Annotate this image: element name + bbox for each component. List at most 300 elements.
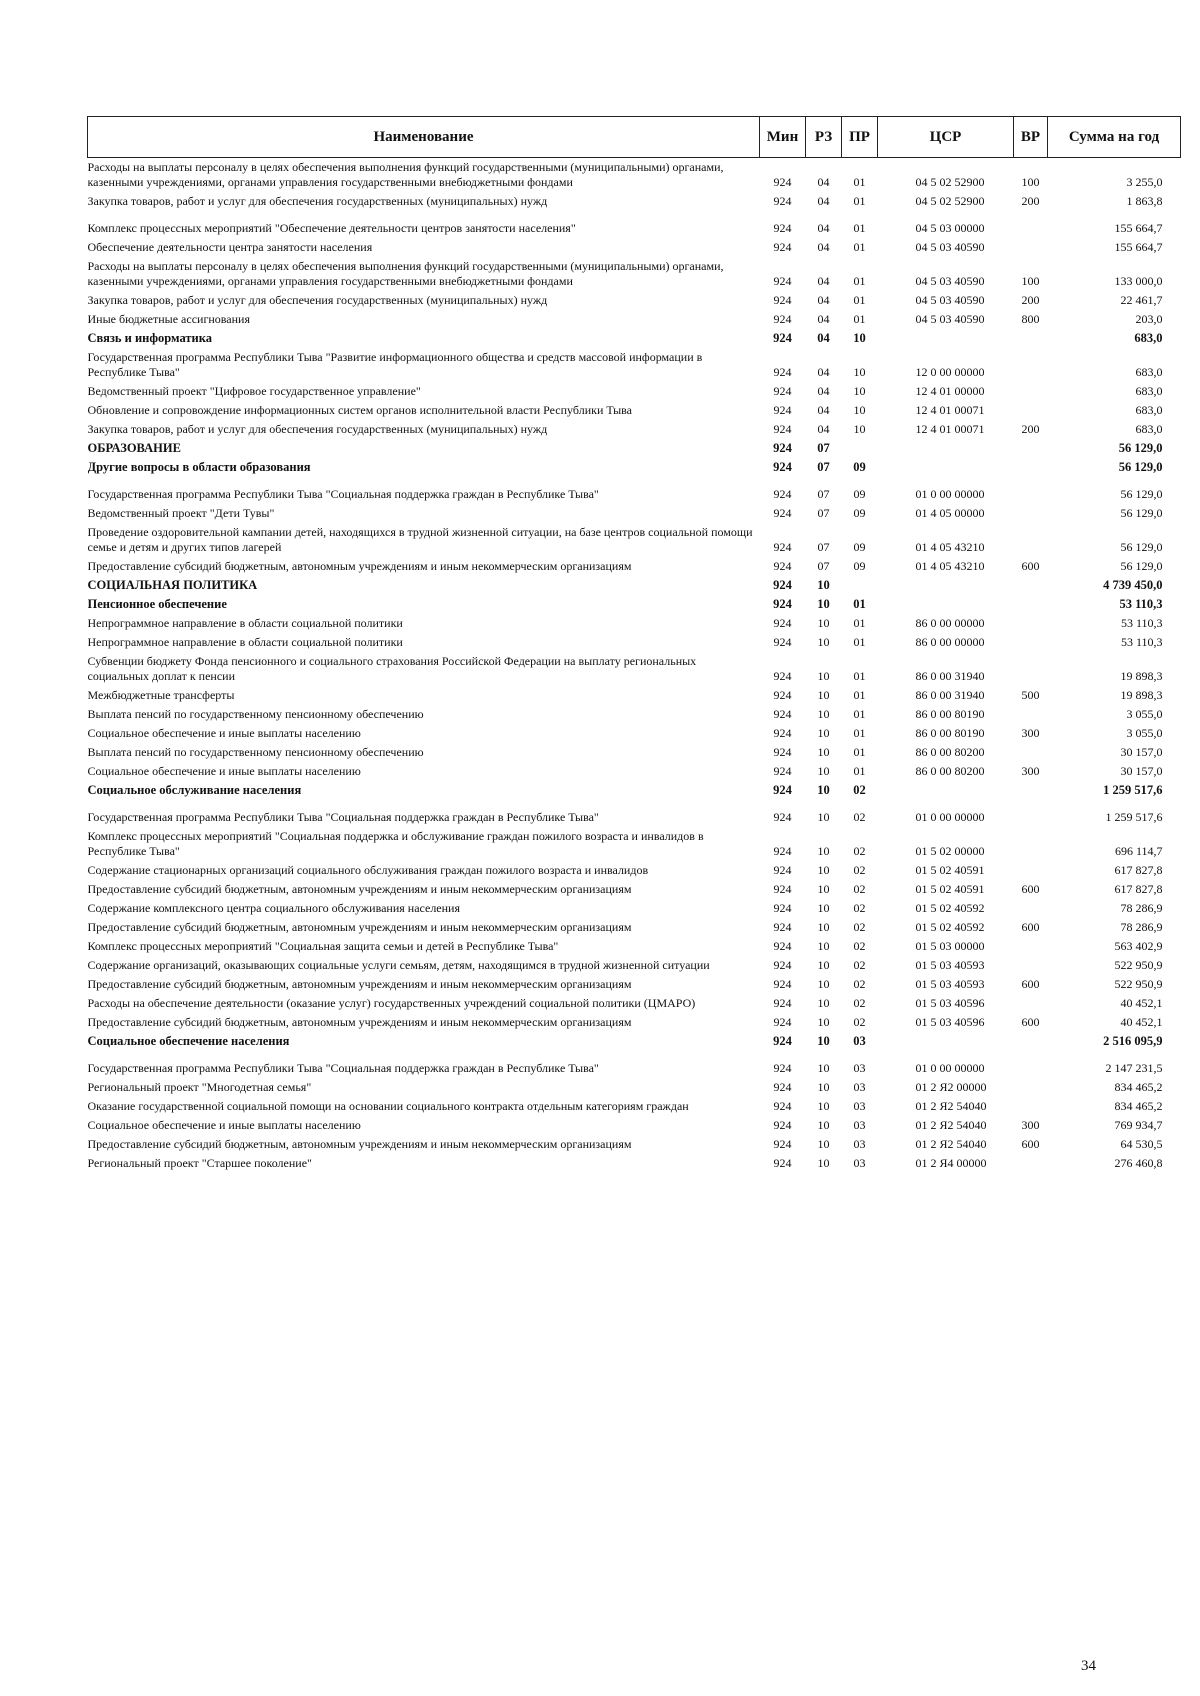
cell-min: 924 — [773, 1137, 792, 1151]
cell-rz: 10 — [817, 977, 830, 991]
cell-rz: 10 — [817, 996, 830, 1010]
cell-name: СОЦИАЛЬНАЯ ПОЛИТИКА — [87, 578, 258, 592]
cell-vr — [1014, 937, 1048, 956]
cell-pr: 01 — [853, 616, 866, 630]
cell-rz: 10 — [817, 901, 830, 915]
cell-vr — [1014, 861, 1048, 880]
cell-min: 924 — [773, 1156, 792, 1170]
cell-pr: 02 — [853, 996, 866, 1010]
table-row — [88, 614, 1181, 633]
cell-name: Предоставление субсидий бюджетным, автономным учреждениям и иным некоммерческим организациям — [87, 1015, 632, 1029]
cell-vr — [1014, 994, 1048, 1013]
budget-table — [87, 116, 1181, 1173]
table-row — [88, 633, 1181, 652]
cell-csr: 86 0 00 80190 — [915, 726, 985, 740]
cell-csr: 01 5 02 40591 — [915, 882, 985, 896]
cell-csr: 01 0 00 00000 — [915, 1061, 985, 1075]
cell-name: Социальное обеспечение и иные выплаты населению — [87, 1118, 361, 1132]
cell-name: Социальное обслуживание населения — [87, 783, 302, 797]
cell-csr — [878, 458, 1014, 477]
cell-csr: 01 5 02 40591 — [915, 863, 985, 877]
cell-rz: 04 — [817, 365, 830, 379]
cell-min: 924 — [773, 240, 792, 254]
cell-sum: 276 460,8 — [1114, 1156, 1163, 1170]
table-row — [88, 291, 1181, 310]
cell-min: 924 — [773, 441, 792, 455]
cell-name: Выплата пенсий по государственному пенсионному обеспечению — [87, 707, 424, 721]
cell-rz: 10 — [817, 810, 830, 824]
cell-rz: 07 — [817, 559, 830, 573]
cell-vr: 500 — [1021, 688, 1040, 702]
cell-name: Пенсионное обеспечение — [87, 597, 227, 611]
cell-sum: 22 461,7 — [1120, 293, 1163, 307]
cell-csr: 04 5 03 40590 — [915, 293, 985, 307]
cell-sum: 522 950,9 — [1114, 977, 1163, 991]
cell-rz: 07 — [817, 441, 830, 455]
cell-csr: 01 4 05 00000 — [915, 506, 985, 520]
cell-pr: 02 — [853, 977, 866, 991]
cell-sum: 56 129,0 — [1118, 460, 1163, 474]
cell-min: 924 — [773, 1034, 792, 1048]
cell-sum: 30 157,0 — [1120, 745, 1163, 759]
cell-name: Содержание комплексного центра социального обслуживания населения — [87, 901, 460, 915]
cell-name: Ведомственный проект "Цифровое государственное управление" — [87, 384, 421, 398]
cell-pr: 02 — [853, 783, 866, 797]
table-row — [88, 1097, 1181, 1116]
cell-rz: 10 — [817, 688, 830, 702]
cell-min: 924 — [773, 221, 792, 235]
cell-name: Предоставление субсидий бюджетным, автономным учреждениям и иным некоммерческим организациям — [87, 882, 632, 896]
cell-rz: 10 — [817, 635, 830, 649]
cell-min: 924 — [773, 996, 792, 1010]
cell-sum: 53 110,3 — [1119, 597, 1163, 611]
cell-sum: 64 530,5 — [1120, 1137, 1163, 1151]
cell-pr — [842, 439, 878, 458]
cell-vr: 200 — [1021, 293, 1040, 307]
cell-csr: 12 4 01 00071 — [915, 422, 985, 436]
table-row — [88, 401, 1181, 420]
cell-vr — [1014, 211, 1048, 238]
cell-csr: 04 5 03 00000 — [915, 221, 985, 235]
cell-sum: 617 827,8 — [1114, 863, 1163, 877]
cell-rz: 04 — [817, 403, 830, 417]
cell-min: 924 — [773, 578, 792, 592]
cell-min: 924 — [773, 977, 792, 991]
cell-rz: 10 — [817, 669, 830, 683]
cell-sum: 203,0 — [1135, 312, 1163, 326]
cell-pr: 01 — [853, 707, 866, 721]
table-row — [88, 743, 1181, 762]
cell-sum: 683,0 — [1135, 365, 1163, 379]
cell-min: 924 — [773, 1061, 792, 1075]
cell-vr — [1014, 1032, 1048, 1051]
table-row — [88, 504, 1181, 523]
cell-rz: 07 — [817, 487, 830, 501]
cell-pr: 10 — [853, 384, 866, 398]
cell-vr — [1014, 382, 1048, 401]
cell-csr — [878, 576, 1014, 595]
table-row — [88, 192, 1181, 211]
cell-rz: 10 — [817, 707, 830, 721]
cell-vr — [1014, 899, 1048, 918]
cell-csr: 01 5 03 00000 — [915, 939, 985, 953]
cell-pr: 01 — [853, 274, 866, 288]
table-row — [88, 477, 1181, 504]
cell-vr — [1014, 705, 1048, 724]
header-csr: ЦСР — [878, 117, 1014, 158]
cell-name: Предоставление субсидий бюджетным, автономным учреждениям и иным некоммерческим организациям — [87, 1137, 632, 1151]
cell-min: 924 — [773, 939, 792, 953]
table-row — [88, 439, 1181, 458]
cell-vr — [1014, 800, 1048, 827]
cell-min: 924 — [773, 844, 792, 858]
cell-sum: 155 664,7 — [1114, 240, 1163, 254]
cell-vr — [1014, 348, 1048, 382]
cell-rz: 10 — [817, 783, 830, 797]
cell-pr: 02 — [853, 863, 866, 877]
table-row — [88, 705, 1181, 724]
cell-sum: 19 898,3 — [1120, 669, 1163, 683]
cell-name: Обеспечение деятельности центра занятости населения — [87, 240, 373, 254]
cell-vr — [1014, 743, 1048, 762]
cell-sum: 617 827,8 — [1114, 882, 1163, 896]
header-vr: ВР — [1014, 117, 1048, 158]
cell-sum: 834 465,2 — [1114, 1080, 1163, 1094]
table-row — [88, 762, 1181, 781]
cell-csr — [878, 595, 1014, 614]
cell-vr — [1014, 238, 1048, 257]
cell-vr: 200 — [1021, 194, 1040, 208]
cell-name: Расходы на обеспечение деятельности (оказание услуг) государственных учреждений социальной политики (ЦМАРО) — [87, 996, 696, 1010]
cell-vr — [1014, 523, 1048, 557]
cell-vr — [1014, 1097, 1048, 1116]
table-row — [88, 158, 1181, 193]
cell-min: 924 — [773, 194, 792, 208]
cell-csr: 01 2 Я4 00000 — [915, 1156, 987, 1170]
table-row — [88, 937, 1181, 956]
cell-vr — [1014, 827, 1048, 861]
table-row — [88, 724, 1181, 743]
table-row — [88, 595, 1181, 614]
cell-min: 924 — [773, 597, 792, 611]
cell-csr: 01 4 05 43210 — [915, 559, 985, 573]
table-row — [88, 956, 1181, 975]
page-number: 34 — [1081, 1658, 1096, 1674]
cell-sum: 683,0 — [1135, 384, 1163, 398]
cell-min: 924 — [773, 863, 792, 877]
cell-pr: 01 — [853, 764, 866, 778]
cell-name: Комплекс процессных мероприятий "Социальная защита семьи и детей в Республике Тыва" — [87, 939, 559, 953]
cell-min: 924 — [773, 1118, 792, 1132]
cell-min: 924 — [773, 384, 792, 398]
header-pr: ПР — [842, 117, 878, 158]
cell-rz: 04 — [817, 331, 830, 345]
cell-csr: 86 0 00 80190 — [915, 707, 985, 721]
cell-pr: 03 — [853, 1061, 866, 1075]
cell-min: 924 — [773, 726, 792, 740]
cell-name: Расходы на выплаты персоналу в целях обеспечения выполнения функций государственными (муниципальными) органами, казенными учреждениями, органами управления государственными внебюджетными фондами — [87, 160, 724, 189]
cell-csr: 12 4 01 00000 — [915, 384, 985, 398]
cell-csr: 86 0 00 00000 — [915, 616, 985, 630]
cell-csr: 12 0 00 00000 — [915, 365, 985, 379]
cell-pr: 02 — [853, 958, 866, 972]
cell-sum: 19 898,3 — [1120, 688, 1163, 702]
cell-csr: 86 0 00 00000 — [915, 635, 985, 649]
cell-sum: 696 114,7 — [1114, 844, 1163, 858]
cell-min: 924 — [773, 669, 792, 683]
cell-vr: 600 — [1021, 1015, 1040, 1029]
cell-pr: 01 — [853, 175, 866, 189]
table-row — [88, 348, 1181, 382]
cell-min: 924 — [773, 403, 792, 417]
table-row — [88, 899, 1181, 918]
cell-min: 924 — [773, 810, 792, 824]
cell-pr: 01 — [853, 221, 866, 235]
cell-pr: 03 — [853, 1034, 866, 1048]
cell-min: 924 — [773, 1015, 792, 1029]
cell-name: Закупка товаров, работ и услуг для обеспечения государственных (муниципальных) нужд — [87, 293, 548, 307]
table-body — [88, 158, 1181, 1174]
cell-csr: 01 5 02 40592 — [915, 920, 985, 934]
cell-pr: 01 — [853, 293, 866, 307]
table-row — [88, 827, 1181, 861]
cell-sum: 3 055,0 — [1126, 707, 1163, 721]
cell-pr: 09 — [853, 487, 866, 501]
cell-vr: 200 — [1021, 422, 1040, 436]
cell-rz: 10 — [817, 863, 830, 877]
cell-vr — [1014, 401, 1048, 420]
cell-min: 924 — [773, 274, 792, 288]
cell-name: Социальное обеспечение и иные выплаты населению — [87, 726, 361, 740]
cell-min: 924 — [773, 616, 792, 630]
table-row — [88, 1013, 1181, 1032]
cell-name: Государственная программа Республики Тыва "Развитие информационного общества и средств массовой информации в Республике Тыва" — [87, 350, 703, 379]
cell-csr: 04 5 02 52900 — [915, 194, 985, 208]
table-row — [88, 975, 1181, 994]
cell-pr: 10 — [853, 365, 866, 379]
cell-pr: 02 — [853, 844, 866, 858]
cell-name: Региональный проект "Многодетная семья" — [87, 1080, 312, 1094]
cell-min: 924 — [773, 460, 792, 474]
cell-pr: 02 — [853, 920, 866, 934]
cell-min: 924 — [773, 901, 792, 915]
cell-vr — [1014, 652, 1048, 686]
cell-pr: 09 — [853, 559, 866, 573]
cell-pr: 01 — [853, 635, 866, 649]
cell-vr: 600 — [1021, 920, 1040, 934]
cell-name: Содержание стационарных организаций социального обслуживания граждан пожилого возраста и инвалидов — [87, 863, 649, 877]
table-row — [88, 1078, 1181, 1097]
cell-vr — [1014, 1051, 1048, 1078]
cell-rz: 10 — [817, 920, 830, 934]
cell-min: 924 — [773, 688, 792, 702]
cell-pr: 02 — [853, 882, 866, 896]
cell-csr: 01 5 03 40596 — [915, 1015, 985, 1029]
cell-sum: 683,0 — [1134, 331, 1163, 345]
cell-min: 924 — [773, 506, 792, 520]
cell-rz: 04 — [817, 194, 830, 208]
table-row — [88, 800, 1181, 827]
cell-min: 924 — [773, 745, 792, 759]
cell-rz: 10 — [817, 939, 830, 953]
cell-rz: 07 — [817, 540, 830, 554]
cell-vr: 800 — [1021, 312, 1040, 326]
cell-name: Государственная программа Республики Тыва "Социальная поддержка граждан в Республике Тыва" — [87, 487, 599, 501]
cell-csr: 01 5 03 40593 — [915, 958, 985, 972]
table-row — [88, 1154, 1181, 1173]
table-row — [88, 523, 1181, 557]
cell-name: Комплекс процессных мероприятий "Обеспечение деятельности центров занятости населения" — [87, 221, 576, 235]
cell-sum: 2 147 231,5 — [1105, 1061, 1163, 1075]
cell-rz: 10 — [817, 764, 830, 778]
cell-vr — [1014, 633, 1048, 652]
cell-rz: 07 — [817, 506, 830, 520]
cell-csr: 86 0 00 31940 — [915, 688, 985, 702]
cell-sum: 56 129,0 — [1120, 540, 1163, 554]
cell-vr — [1014, 576, 1048, 595]
cell-vr: 600 — [1021, 882, 1040, 896]
cell-name: Выплата пенсий по государственному пенсионному обеспечению — [87, 745, 424, 759]
table-row — [88, 458, 1181, 477]
cell-pr: 01 — [853, 669, 866, 683]
cell-name: Социальное обеспечение и иные выплаты населению — [87, 764, 361, 778]
cell-pr: 02 — [853, 1015, 866, 1029]
cell-rz: 10 — [817, 1099, 830, 1113]
cell-sum: 683,0 — [1135, 403, 1163, 417]
cell-rz: 10 — [817, 882, 830, 896]
cell-vr: 300 — [1021, 726, 1040, 740]
cell-name: Социальное обеспечение населения — [87, 1034, 290, 1048]
cell-pr: 01 — [853, 688, 866, 702]
cell-min: 924 — [773, 559, 792, 573]
cell-sum: 2 516 095,9 — [1103, 1034, 1163, 1048]
cell-csr: 04 5 03 40590 — [915, 274, 985, 288]
cell-min: 924 — [773, 920, 792, 934]
cell-name: Закупка товаров, работ и услуг для обеспечения государственных (муниципальных) нужд — [87, 194, 548, 208]
cell-sum: 53 110,3 — [1120, 635, 1163, 649]
cell-name: Обновление и сопровождение информационных систем органов исполнительной власти Республики Тыва — [87, 403, 632, 417]
table-row — [88, 1051, 1181, 1078]
cell-min: 924 — [773, 487, 792, 501]
cell-sum: 834 465,2 — [1114, 1099, 1163, 1113]
header-name: Наименование — [88, 117, 760, 158]
cell-pr: 03 — [853, 1156, 866, 1170]
table-row — [88, 686, 1181, 705]
cell-sum: 30 157,0 — [1120, 764, 1163, 778]
cell-pr: 03 — [853, 1099, 866, 1113]
cell-sum: 683,0 — [1135, 422, 1163, 436]
cell-pr: 02 — [853, 810, 866, 824]
cell-name: Содержание организаций, оказывающих социальные услуги семьям, детям, находящимся в трудной жизненной ситуации — [87, 958, 710, 972]
cell-csr: 01 0 00 00000 — [915, 487, 985, 501]
cell-csr: 86 0 00 80200 — [915, 764, 985, 778]
cell-rz: 04 — [817, 293, 830, 307]
cell-sum: 1 259 517,6 — [1103, 783, 1163, 797]
cell-vr: 100 — [1021, 274, 1040, 288]
cell-vr: 300 — [1021, 1118, 1040, 1132]
cell-rz: 04 — [817, 312, 830, 326]
cell-min: 924 — [773, 540, 792, 554]
cell-rz: 04 — [817, 384, 830, 398]
cell-pr: 01 — [853, 726, 866, 740]
table-row — [88, 557, 1181, 576]
cell-pr: 03 — [853, 1118, 866, 1132]
cell-min: 924 — [773, 764, 792, 778]
cell-sum: 155 664,7 — [1114, 221, 1163, 235]
cell-vr — [1014, 504, 1048, 523]
cell-rz: 04 — [817, 240, 830, 254]
cell-sum: 563 402,9 — [1114, 939, 1163, 953]
cell-name: Предоставление субсидий бюджетным, автономным учреждениям и иным некоммерческим организациям — [87, 559, 632, 573]
cell-rz: 10 — [817, 1034, 830, 1048]
cell-csr: 01 5 03 40596 — [915, 996, 985, 1010]
cell-pr: 02 — [853, 901, 866, 915]
table-row — [88, 880, 1181, 899]
cell-min: 924 — [773, 331, 792, 345]
cell-rz: 10 — [817, 1137, 830, 1151]
cell-vr — [1014, 477, 1048, 504]
cell-rz: 04 — [817, 274, 830, 288]
cell-csr: 01 5 02 00000 — [915, 844, 985, 858]
cell-rz: 10 — [817, 1015, 830, 1029]
cell-sum: 40 452,1 — [1120, 1015, 1163, 1029]
cell-vr — [1014, 595, 1048, 614]
cell-sum: 56 129,0 — [1120, 559, 1163, 573]
cell-rz: 10 — [817, 844, 830, 858]
cell-name: Связь и информатика — [87, 331, 212, 345]
cell-csr: 01 5 03 40593 — [915, 977, 985, 991]
cell-csr — [878, 781, 1014, 800]
cell-vr: 300 — [1021, 764, 1040, 778]
cell-csr: 01 5 02 40592 — [915, 901, 985, 915]
cell-vr — [1014, 956, 1048, 975]
cell-name: Другие вопросы в области образования — [87, 460, 311, 474]
table-row — [88, 1032, 1181, 1051]
table-row — [88, 576, 1181, 595]
cell-pr: 09 — [853, 506, 866, 520]
cell-name: Региональный проект "Старшее поколение" — [87, 1156, 312, 1170]
cell-csr: 04 5 03 40590 — [915, 240, 985, 254]
table-row — [88, 652, 1181, 686]
cell-min: 924 — [773, 293, 792, 307]
cell-csr: 01 2 Я2 54040 — [915, 1137, 987, 1151]
cell-sum: 56 129,0 — [1120, 506, 1163, 520]
cell-rz: 10 — [817, 616, 830, 630]
cell-rz: 04 — [817, 175, 830, 189]
table-row — [88, 211, 1181, 238]
table-row — [88, 382, 1181, 401]
cell-min: 924 — [773, 1080, 792, 1094]
cell-sum: 78 286,9 — [1120, 920, 1163, 934]
cell-vr: 600 — [1021, 1137, 1040, 1151]
cell-name: Предоставление субсидий бюджетным, автономным учреждениям и иным некоммерческим организациям — [87, 977, 632, 991]
table-row — [88, 1116, 1181, 1135]
cell-rz: 10 — [817, 1080, 830, 1094]
table-row — [88, 861, 1181, 880]
cell-name: Межбюджетные трансферты — [87, 688, 235, 702]
cell-pr: 01 — [853, 240, 866, 254]
cell-pr: 01 — [853, 194, 866, 208]
cell-pr: 10 — [853, 422, 866, 436]
cell-csr: 01 2 Я2 54040 — [915, 1099, 987, 1113]
cell-pr: 10 — [853, 331, 866, 345]
cell-rz: 04 — [817, 422, 830, 436]
cell-pr: 01 — [853, 597, 866, 611]
cell-rz: 10 — [817, 745, 830, 759]
cell-vr — [1014, 458, 1048, 477]
cell-name: Расходы на выплаты персоналу в целях обеспечения выполнения функций государственными (муниципальными) органами, казенными учреждениями, органами управления государственными внебюджетными фондами — [87, 259, 724, 288]
cell-min: 924 — [773, 635, 792, 649]
